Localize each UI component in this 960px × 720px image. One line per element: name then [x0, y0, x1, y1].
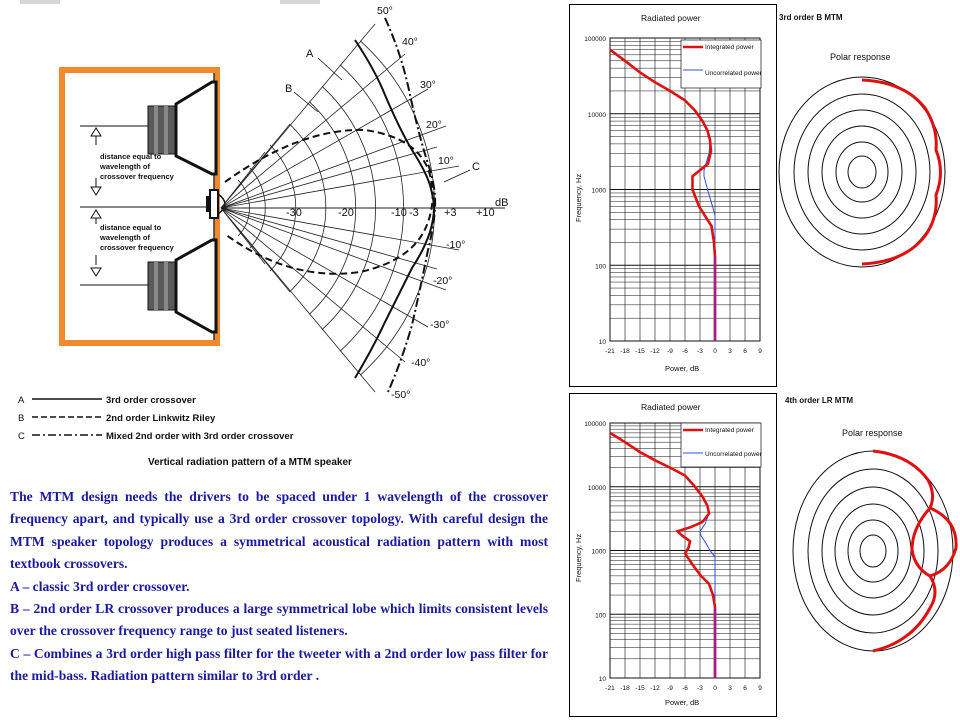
chart-1-x-tick-label: 6 [743, 348, 747, 355]
chart-2-x-tick-label: 0 [713, 685, 717, 692]
brace-label-bottom-1: distance equal to [100, 223, 162, 232]
panel-2-legend-integrated: Integrated power [705, 427, 754, 434]
chart-2-y-tick-label: 10000 [587, 484, 606, 492]
svg-text:dB: dB [495, 197, 509, 209]
svg-text:30°: 30° [420, 79, 436, 91]
svg-text:A: A [18, 395, 25, 406]
item-a-text: A – classic 3rd order crossover. [10, 578, 190, 594]
chart-2-x-tick-label: -6 [682, 685, 688, 692]
chart-1-y-tick-label: 100000 [584, 36, 606, 43]
panel-2-xlabel: Power, dB [665, 698, 700, 707]
polar-response-2 [793, 451, 956, 651]
panel-1-heading: 3rd order B MTM [779, 13, 843, 22]
svg-text:2nd order Linkwitz Riley: 2nd order Linkwitz Riley [106, 413, 216, 424]
brace-label-top-1: distance equal to [100, 152, 162, 161]
chart-1-y-tick-label: 10000 [587, 111, 606, 119]
chart-1-x-tick-label: -6 [682, 348, 688, 355]
chart-1-y-tick-label: 1000 [591, 187, 606, 195]
chart-1-x-tick-label: -3 [697, 348, 703, 355]
item-b-text: B – 2nd order LR crossover produces a large symmetrical lobe which limits consistent levels over the crossover frequency range to just seated listeners. [10, 601, 548, 639]
chart-1-x-tick-label: -12 [650, 348, 660, 355]
chart-2-x-tick-label: 6 [743, 685, 747, 692]
panel-1-legend-uncorrelated: Uncorrelated power [705, 70, 762, 77]
chart-1-x-tick-label: 3 [728, 348, 732, 355]
panel-1-plot-title: Radiated power [641, 13, 701, 23]
chart-2-x-tick-label: -3 [697, 685, 703, 692]
svg-text:-30°: -30° [430, 319, 450, 331]
polar-2-response-curve [873, 451, 956, 651]
svg-text:B: B [18, 413, 25, 424]
panel-2-legend-uncorrelated: Uncorrelated power [705, 451, 762, 458]
chart-1-y-tick-label: 10 [598, 339, 606, 346]
svg-text:-20°: -20° [433, 275, 453, 287]
chart-2-y-tick-label: 100000 [584, 421, 606, 428]
chart-1-x-tick-label: -18 [620, 348, 630, 355]
item-c-text: C – Combines a 3rd order high pass filter for the tweeter with a 2nd order low pass filter for the mid-bass. Radiation pattern similar to 3rd order . [10, 645, 548, 684]
chart-2-y-tick-label: 100 [595, 612, 606, 620]
svg-text:40°: 40° [402, 36, 418, 48]
svg-text:+10: +10 [476, 207, 495, 219]
svg-text:-50°: -50° [391, 389, 411, 401]
panel-1-ylabel: Frequency, Hz [574, 173, 583, 222]
chart-2-x-tick-label: -9 [667, 685, 673, 692]
chart-1-x-tick-label: 0 [713, 348, 717, 355]
chart-1-x-tick-label: 9 [758, 348, 762, 355]
svg-text:3rd order crossover: 3rd order crossover [106, 395, 196, 406]
chart-1-y-tick-label: 100 [595, 263, 606, 271]
chart-2-x-tick-label: 3 [728, 685, 732, 692]
intro-paragraph: The MTM design needs the drivers to be spaced under 1 wavelength of the crossover frequency apart, and typically use a 3rd order crossover topology. With careful design the MTM speaker topology produces a symmetrical acoustical radiation pattern with most textbook crossovers. [10, 489, 548, 572]
polar-1-response-curve [862, 80, 941, 264]
chart-2-x-tick-label: 9 [758, 685, 762, 692]
chart-1-x-tick-label: -15 [635, 348, 645, 355]
chart-2-y-tick-label: 1000 [591, 548, 606, 556]
svg-text:-10: -10 [391, 207, 407, 219]
panel-2-polar-title: Polar response [842, 428, 903, 438]
brace-label-bottom-3: crossover frequency [100, 243, 174, 252]
diagram-caption: Vertical radiation pattern of a MTM speaker [148, 457, 352, 468]
panel-1-xlabel: Power, dB [665, 364, 700, 373]
svg-text:20°: 20° [426, 119, 442, 131]
svg-text:-10°: -10° [446, 239, 466, 251]
chart-2-y-tick-label: 10 [598, 676, 606, 683]
svg-text:-20: -20 [338, 207, 354, 219]
brace-label-top-3: crossover frequency [100, 172, 174, 181]
panel-2-heading: 4th order LR MTM [785, 396, 853, 405]
curve-letter-a: A [306, 48, 314, 60]
brace-label-bottom-2: wavelength of [100, 233, 151, 242]
svg-text:-30: -30 [286, 207, 302, 219]
svg-text:10°: 10° [438, 155, 454, 167]
svg-text:C: C [18, 431, 25, 442]
chart-2-x-tick-label: -21 [605, 685, 615, 692]
panel-2-ylabel: Frequency, Hz [574, 533, 583, 582]
svg-text:-40°: -40° [411, 357, 431, 369]
panel-2-plot-title: Radiated power [641, 402, 701, 412]
polar-response-1 [779, 77, 945, 267]
chart-1-x-tick-label: -9 [667, 348, 673, 355]
svg-text:Mixed 2nd order with 3rd order: Mixed 2nd order with 3rd order crossover [106, 431, 294, 442]
svg-text:50°: 50° [377, 5, 393, 17]
brace-label-top-2: wavelength of [100, 162, 151, 171]
panel-1-legend-integrated: Integrated power [705, 44, 754, 51]
chart-1-x-tick-label: -21 [605, 348, 615, 355]
panel-1-polar-title: Polar response [830, 52, 891, 62]
svg-text:+3: +3 [444, 207, 457, 219]
chart-2-x-tick-label: -15 [635, 685, 645, 692]
chart-2-x-tick-label: -12 [650, 685, 660, 692]
curve-letter-c: C [472, 161, 480, 173]
curve-letter-b: B [285, 83, 293, 95]
svg-text:-3: -3 [409, 207, 419, 219]
chart-2-x-tick-label: -18 [620, 685, 630, 692]
